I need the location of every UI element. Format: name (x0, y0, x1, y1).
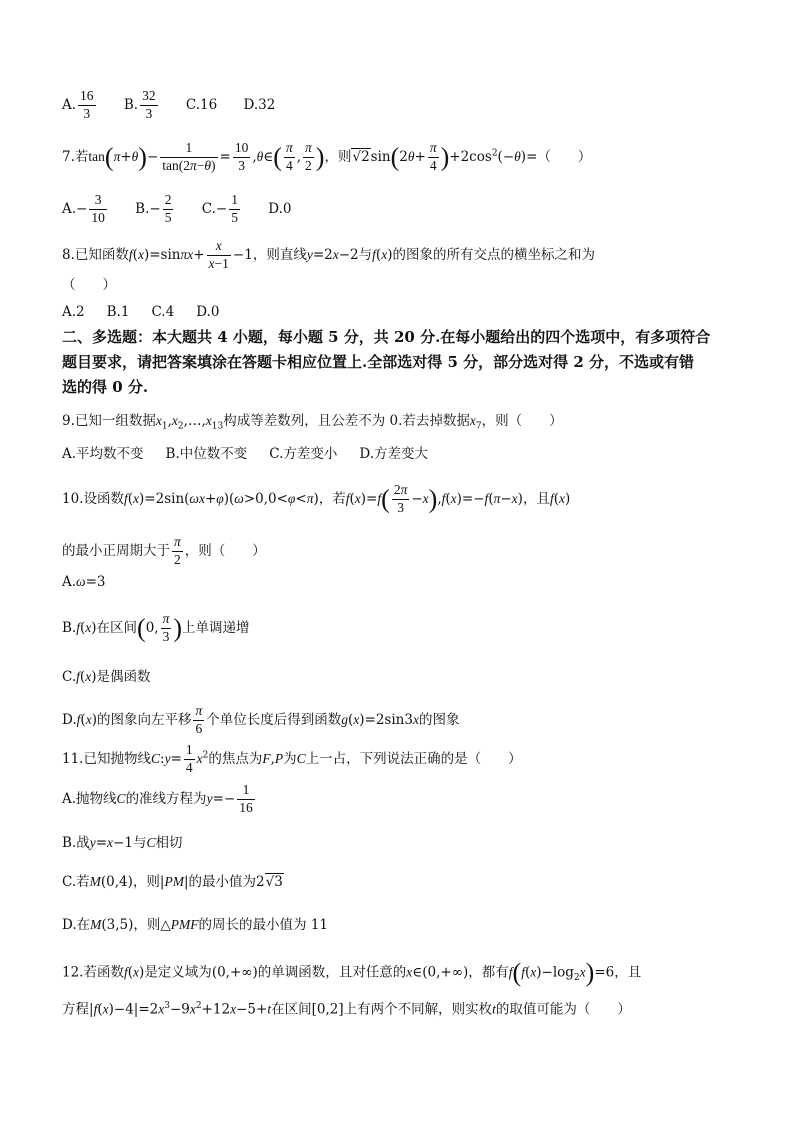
question-12: 12.若函数f(x)是定义域为(0,+∞)的单调函数，且对任意的x∈(0,+∞)，都有$f(f(x)-\log_2x)=6$，且 (62, 958, 642, 987)
q11-option-a: A.抛物线C的准线方程为y=− $\frac{1}{16}$ (62, 782, 253, 815)
q10-option-d: D.f(x)的图象向左平移 $\frac{\pi}{6}$ 个单位长度后得到函数g(x)=2sin3x的图象 (62, 703, 460, 736)
q10-line2: 的最小正周期大于 $\frac{\pi}{2}$ ，则（ ） (62, 534, 266, 567)
question-7: 7.若tan(π+θ)− $\frac{1}{\tan(2\pi-\theta)}$ = $\frac{10}{3}$ ,θ∈( $\frac{\pi}{4}$ , $\frac{\pi}{2}$ )，则√2sin(2θ+ $\frac{\pi}{4}$ )$+2\cos^2(-\theta)=$（ ） (62, 140, 592, 173)
q12-line2: 方程$|f(x)-4|=2x^3-9x^2+12x-5+t$在区间[0,2]上有两个不同解，则实枚t的取值可能为（ ） (62, 1001, 631, 1018)
q8-options: A.2 B.1 C.4 D.0 (62, 304, 220, 320)
q9-options: A.平均数不变 B.中位数不变 C.方差变小 D.方差变大 (62, 446, 429, 462)
q11-option-c: C.若M(0,4)，则|PM|的最小值为2√3 (62, 874, 283, 890)
question-8: 8.已知函数f(x)=sinπx+ $\frac{x}{x-1}$ −1，则直线y=2x−2与f(x)的图象的所有交点的横坐标之和为 (62, 238, 595, 271)
question-10: 10.设函数f(x)=2sin(ωx+φ)(ω>0,0<φ<π)，若f(x)=f( $\frac{2\pi}{3}$ −x),f(x)=−f(π−x)，且f(x) (62, 482, 571, 515)
section-2-line2: 题目要求，请把答案填涂在答题卡相应位置上.全部选对得 5 分，部分选对得 2 分，不选或有错 (62, 353, 694, 371)
question-11: 11.已知抛物线C:y= $\frac{1}{4}$ $x^2$的焦点为F,P为C上一占，下列说法正确的是（ ） (62, 742, 522, 775)
fraction: $\frac{16}{3}$ (80, 88, 94, 121)
q7-options: A.− $\frac{3}{10}$ B.− $\frac{2}{5}$ C.− $\frac{1}{5}$ D.0 (62, 192, 292, 225)
fraction: $\frac{32}{3}$ (142, 88, 156, 121)
q10-option-c: C.f(x)是偶函数 (62, 669, 151, 685)
q11-option-b: B.战y=x−1与C相切 (62, 835, 183, 851)
q10-option-a: A.ω=3 (62, 574, 106, 590)
section-2-line1: 二、多选题：本大题共 4 小题，每小题 5 分，共 20 分.在每小题给出的四个选项中，有多项符合 (62, 328, 711, 346)
section-2-line3: 选的得 0 分. (62, 378, 149, 396)
q11-option-d: D.在M(3,5)，则△PMF的周长的最小值为 11 (62, 917, 329, 933)
q6-options: A. $\frac{16}{3}$ B. $\frac{32}{3}$ C.16 D.32 (62, 88, 276, 121)
question-9: 9.已知一组数据$x_1,x_2,\dots,x_{13}$构成等差数列，且公差不为 0.若去掉数据$x_7$，则（ ） (62, 413, 563, 432)
q10-option-b: B.f(x)在区间(0, $\frac{\pi}{3}$ )上单调递增 (62, 611, 250, 644)
q8-paren: （ ） (62, 277, 116, 293)
